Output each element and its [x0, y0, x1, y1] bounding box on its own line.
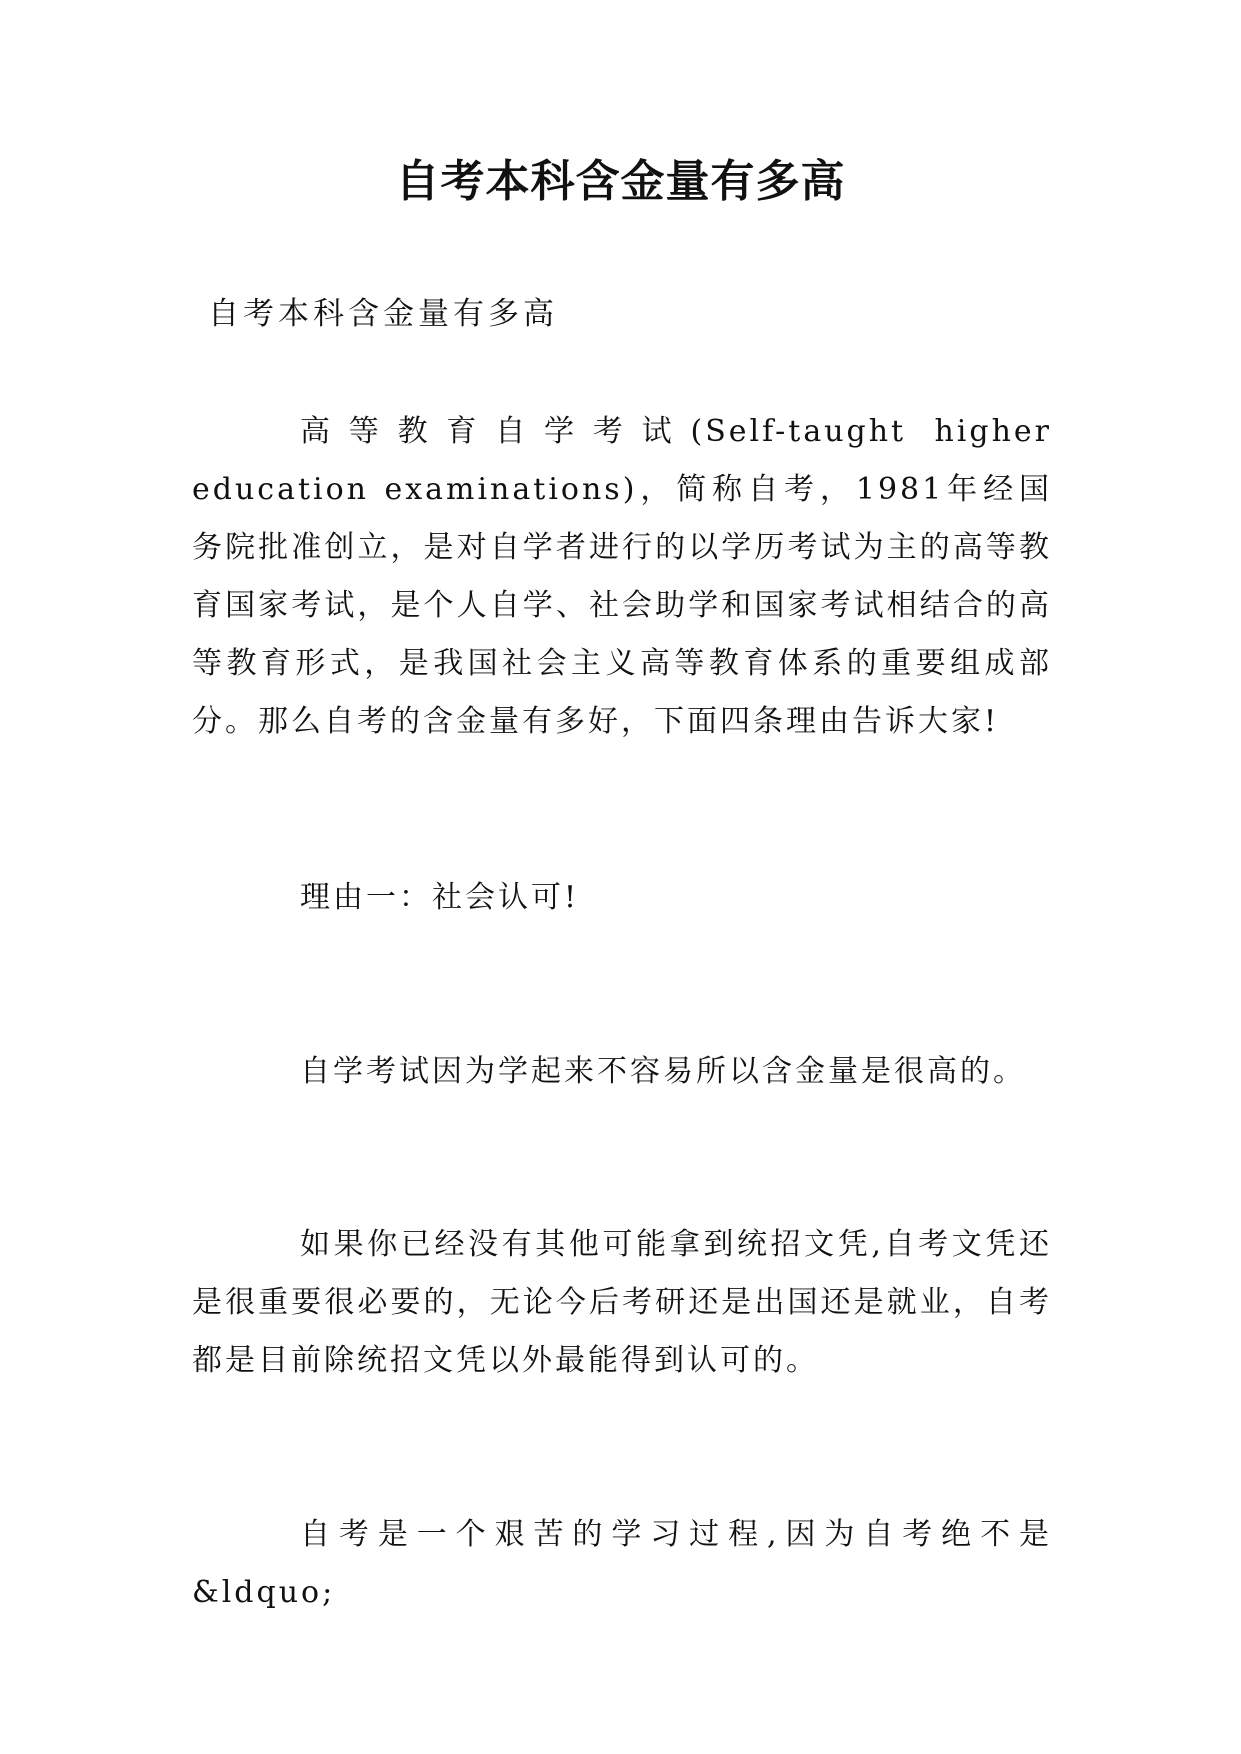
document-subtitle: 自考本科含金量有多高	[208, 296, 558, 332]
paragraph-intro: 高等教育自学考试(Self-taught higher education examinations)，简称自考，1981年经国务院批准创立，是对自学者进行的以学历考试为主的高等教育国家考试，是个人自学、社会助学和国家考试相结合的高等教育形式，是我国社会主义高等教育体系的重要组成部分。那么自考的含金量有多好，下面四条理由告诉大家!	[192, 414, 1052, 739]
paragraph-hard-process: 自考是一个艰苦的学习过程,因为自考绝不是&ldquo;	[192, 1517, 1052, 1610]
paragraph-recognition: 如果你已经没有其他可能拿到统招文凭,自考文凭还是很重要很必要的，无论今后考研还是出国还是就业，自考都是目前除统招文凭以外最能得到认可的。	[192, 1227, 1052, 1378]
paragraph-difficulty: 自学考试因为学起来不容易所以含金量是很高的。	[300, 1054, 1026, 1089]
paragraph-reason-one-heading: 理由一：社会认可!	[300, 880, 580, 915]
document-title: 自考本科含金量有多高	[395, 156, 846, 207]
